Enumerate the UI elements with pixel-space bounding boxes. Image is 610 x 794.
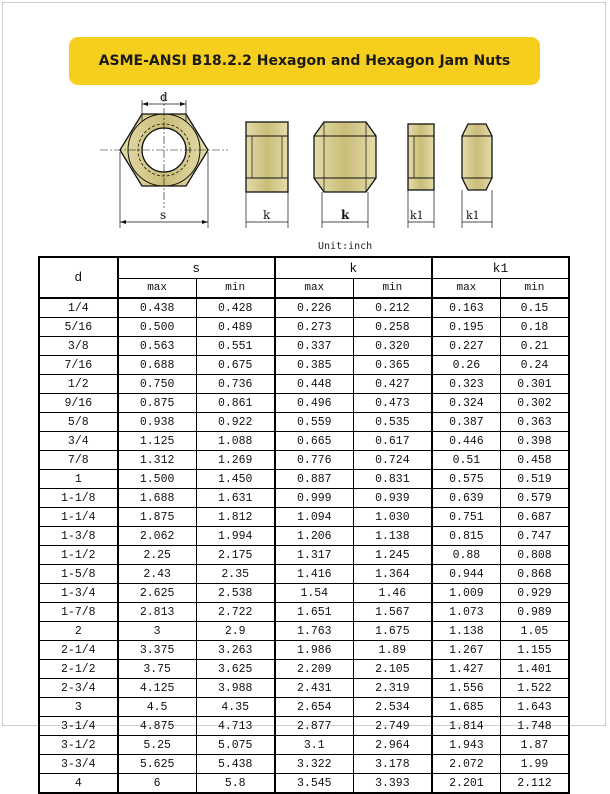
label-k-bold: k [341,208,350,222]
cell-d: 2-3/4 [39,679,118,698]
subheader-s-min: min [196,279,275,299]
cell-k-max: 3.545 [275,774,354,794]
label-s: s [160,208,167,222]
cell-k-min: 1.138 [353,527,432,546]
cell-k1-max: 1.138 [432,622,501,641]
cell-k-max: 2.877 [275,717,354,736]
cell-s-max: 5.25 [118,736,197,755]
cell-s-min: 2.35 [196,565,275,584]
cell-s-min: 1.450 [196,470,275,489]
cell-d: 2 [39,622,118,641]
cell-k1-max: 0.639 [432,489,501,508]
cell-k1-max: 0.195 [432,318,501,337]
table-row [39,318,569,337]
table-row [39,375,569,394]
cell-d: 1-5/8 [39,565,118,584]
cell-k1-max: 1.814 [432,717,501,736]
cell-s-min: 5.438 [196,755,275,774]
page-title: ASME-ANSI B18.2.2 Hexagon and Hexagon Jam Nuts [98,53,511,69]
table-row [39,394,569,413]
cell-s-max: 0.938 [118,413,197,432]
cell-s-min: 2.722 [196,603,275,622]
cell-k-max: 0.273 [275,318,354,337]
cell-k-min: 3.393 [353,774,432,794]
cell-s-min: 1.088 [196,432,275,451]
cell-s-max: 4.125 [118,679,197,698]
cell-d: 2-1/2 [39,660,118,679]
cell-d: 7/16 [39,356,118,375]
cell-d: 5/16 [39,318,118,337]
cell-k1-max: 0.163 [432,298,501,318]
cell-k-min: 1.030 [353,508,432,527]
cell-s-min: 3.988 [196,679,275,698]
cell-d: 4 [39,774,118,794]
cell-s-min: 3.263 [196,641,275,660]
cell-d: 3-1/2 [39,736,118,755]
cell-k-min: 3.178 [353,755,432,774]
table-row [39,527,569,546]
cell-d: 3 [39,698,118,717]
cell-d: 1-3/4 [39,584,118,603]
cell-s-max: 6 [118,774,197,794]
cell-s-max: 1.312 [118,451,197,470]
unit-label: Unit:inch [318,241,373,252]
table-row [39,337,569,356]
cell-k1-max: 0.324 [432,394,501,413]
cell-k1-min: 0.24 [500,356,569,375]
cell-k1-min: 0.579 [500,489,569,508]
header-s: s [118,257,275,279]
cell-s-min: 1.812 [196,508,275,527]
cell-s-max: 2.062 [118,527,197,546]
label-d: d [160,92,168,104]
cell-s-max: 2.25 [118,546,197,565]
cell-d: 3-3/4 [39,755,118,774]
cell-d: 7/8 [39,451,118,470]
cell-k1-min: 1.522 [500,679,569,698]
table-row [39,660,569,679]
cell-k-max: 1.317 [275,546,354,565]
table-row [39,470,569,489]
cell-k1-max: 1.267 [432,641,501,660]
cell-s-max: 2.813 [118,603,197,622]
cell-k-min: 0.535 [353,413,432,432]
label-k1-b: k1 [466,209,480,222]
cell-k1-max: 2.201 [432,774,501,794]
cell-k-max: 0.385 [275,356,354,375]
table-body [39,298,569,793]
cell-k-max: 0.559 [275,413,354,432]
cell-k-max: 2.431 [275,679,354,698]
cell-k1-max: 1.556 [432,679,501,698]
table-row [39,698,569,717]
cell-s-max: 0.688 [118,356,197,375]
cell-k1-max: 1.943 [432,736,501,755]
cell-k1-max: 0.88 [432,546,501,565]
cell-s-min: 0.675 [196,356,275,375]
cell-d: 1-7/8 [39,603,118,622]
cell-s-max: 5.625 [118,755,197,774]
cell-k1-min: 0.302 [500,394,569,413]
dimension-table [38,256,570,794]
cell-s-max: 1.688 [118,489,197,508]
cell-d: 1-3/8 [39,527,118,546]
table-row [39,736,569,755]
cell-s-min: 0.736 [196,375,275,394]
cell-k-max: 0.448 [275,375,354,394]
cell-s-max: 3 [118,622,197,641]
cell-k1-min: 0.519 [500,470,569,489]
table-row [39,622,569,641]
header-d: d [39,257,118,298]
cell-k-max: 1.54 [275,584,354,603]
cell-s-min: 5.8 [196,774,275,794]
table-row [39,413,569,432]
cell-k1-max: 0.323 [432,375,501,394]
cell-d: 3/4 [39,432,118,451]
table-row [39,356,569,375]
cell-k-min: 0.831 [353,470,432,489]
cell-k1-min: 0.989 [500,603,569,622]
cell-s-max: 4.875 [118,717,197,736]
cell-s-min: 2.175 [196,546,275,565]
cell-d: 1-1/8 [39,489,118,508]
cell-k1-min: 0.747 [500,527,569,546]
cell-k1-min: 1.87 [500,736,569,755]
label-k1-a: k1 [410,209,424,222]
cell-k1-max: 1.685 [432,698,501,717]
cell-k1-max: 1.009 [432,584,501,603]
cell-k-min: 0.617 [353,432,432,451]
table-row [39,641,569,660]
cell-k1-min: 0.929 [500,584,569,603]
cell-k-min: 0.258 [353,318,432,337]
cell-k-min: 2.105 [353,660,432,679]
cell-s-max: 4.5 [118,698,197,717]
cell-s-min: 1.631 [196,489,275,508]
cell-k1-min: 0.18 [500,318,569,337]
cell-k-min: 1.675 [353,622,432,641]
cell-k1-max: 0.51 [432,451,501,470]
cell-s-max: 0.563 [118,337,197,356]
subheader-k1-max: max [432,279,501,299]
cell-s-min: 0.861 [196,394,275,413]
cell-s-min: 4.35 [196,698,275,717]
cell-s-max: 2.625 [118,584,197,603]
cell-d: 3/8 [39,337,118,356]
subheader-k-min: min [353,279,432,299]
title-banner [69,37,540,85]
cell-k1-min: 0.868 [500,565,569,584]
cell-k1-max: 1.073 [432,603,501,622]
subheader-k-max: max [275,279,354,299]
cell-k1-min: 0.687 [500,508,569,527]
cell-s-max: 0.438 [118,298,197,318]
cell-s-max: 0.500 [118,318,197,337]
cell-k1-min: 1.155 [500,641,569,660]
cell-k-max: 3.1 [275,736,354,755]
subheader-s-max: max [118,279,197,299]
cell-k-max: 0.887 [275,470,354,489]
cell-s-min: 4.713 [196,717,275,736]
cell-k-max: 1.206 [275,527,354,546]
cell-k-min: 0.320 [353,337,432,356]
table-row [39,432,569,451]
cell-d: 2-1/4 [39,641,118,660]
cell-k1-max: 0.227 [432,337,501,356]
cell-s-max: 2.43 [118,565,197,584]
cell-k-min: 1.364 [353,565,432,584]
header-k: k [275,257,432,279]
cell-k-max: 1.763 [275,622,354,641]
cell-s-min: 5.075 [196,736,275,755]
cell-k1-min: 0.15 [500,298,569,318]
table-row [39,774,569,794]
table-row [39,546,569,565]
cell-s-min: 3.625 [196,660,275,679]
cell-k-min: 0.724 [353,451,432,470]
cell-k1-min: 1.401 [500,660,569,679]
cell-d: 3-1/4 [39,717,118,736]
cell-s-max: 1.875 [118,508,197,527]
cell-s-min: 0.551 [196,337,275,356]
cell-k1-max: 2.072 [432,755,501,774]
table-row [39,717,569,736]
cell-k-min: 1.46 [353,584,432,603]
cell-k1-min: 1.643 [500,698,569,717]
cell-s-min: 2.538 [196,584,275,603]
subheader-k1-min: min [500,279,569,299]
table-row [39,603,569,622]
cell-k1-min: 0.458 [500,451,569,470]
cell-k1-min: 1.748 [500,717,569,736]
table-row [39,298,569,318]
cell-k-max: 0.665 [275,432,354,451]
cell-k1-min: 0.398 [500,432,569,451]
cell-k-min: 0.473 [353,394,432,413]
cell-s-min: 0.428 [196,298,275,318]
cell-k-max: 1.986 [275,641,354,660]
cell-k-max: 2.654 [275,698,354,717]
cell-k-min: 1.245 [353,546,432,565]
cell-k-max: 1.094 [275,508,354,527]
cell-s-max: 0.875 [118,394,197,413]
cell-k1-max: 0.26 [432,356,501,375]
cell-k1-min: 0.21 [500,337,569,356]
cell-k-max: 1.651 [275,603,354,622]
table-row [39,508,569,527]
table-row [39,565,569,584]
table-row [39,755,569,774]
cell-d: 1/2 [39,375,118,394]
cell-k1-max: 0.944 [432,565,501,584]
cell-k1-max: 0.387 [432,413,501,432]
cell-s-max: 1.125 [118,432,197,451]
cell-s-max: 3.375 [118,641,197,660]
cell-k1-min: 2.112 [500,774,569,794]
cell-k-max: 0.337 [275,337,354,356]
cell-s-max: 1.500 [118,470,197,489]
cell-k-min: 1.567 [353,603,432,622]
label-k: k [263,208,271,222]
table-row [39,451,569,470]
cell-s-min: 0.922 [196,413,275,432]
cell-d: 5/8 [39,413,118,432]
cell-d: 1/4 [39,298,118,318]
cell-s-max: 3.75 [118,660,197,679]
cell-k-max: 0.496 [275,394,354,413]
nut-dimension-drawing [100,92,510,232]
cell-k-min: 2.749 [353,717,432,736]
cell-k-min: 0.939 [353,489,432,508]
cell-s-min: 0.489 [196,318,275,337]
cell-k-min: 0.212 [353,298,432,318]
cell-k1-min: 1.99 [500,755,569,774]
cell-k1-min: 0.363 [500,413,569,432]
cell-k1-max: 0.751 [432,508,501,527]
cell-k1-max: 0.575 [432,470,501,489]
cell-k1-max: 0.815 [432,527,501,546]
cell-k1-max: 0.446 [432,432,501,451]
cell-k-min: 2.534 [353,698,432,717]
cell-k-max: 0.999 [275,489,354,508]
cell-k-min: 0.365 [353,356,432,375]
cell-k-max: 3.322 [275,755,354,774]
cell-d: 1-1/2 [39,546,118,565]
cell-d: 9/16 [39,394,118,413]
cell-k-max: 1.416 [275,565,354,584]
cell-k1-min: 0.808 [500,546,569,565]
table-row [39,489,569,508]
cell-s-min: 2.9 [196,622,275,641]
cell-k1-min: 0.301 [500,375,569,394]
cell-k1-max: 1.427 [432,660,501,679]
cell-k-max: 0.776 [275,451,354,470]
table-row [39,584,569,603]
cell-k-min: 1.89 [353,641,432,660]
cell-k-max: 0.226 [275,298,354,318]
cell-k-min: 2.319 [353,679,432,698]
cell-s-max: 0.750 [118,375,197,394]
cell-s-min: 1.269 [196,451,275,470]
cell-k1-min: 1.05 [500,622,569,641]
header-k1: k1 [432,257,569,279]
cell-k-max: 2.209 [275,660,354,679]
cell-k-min: 0.427 [353,375,432,394]
cell-d: 1-1/4 [39,508,118,527]
cell-s-min: 1.994 [196,527,275,546]
cell-d: 1 [39,470,118,489]
table-row [39,679,569,698]
cell-k-min: 2.964 [353,736,432,755]
